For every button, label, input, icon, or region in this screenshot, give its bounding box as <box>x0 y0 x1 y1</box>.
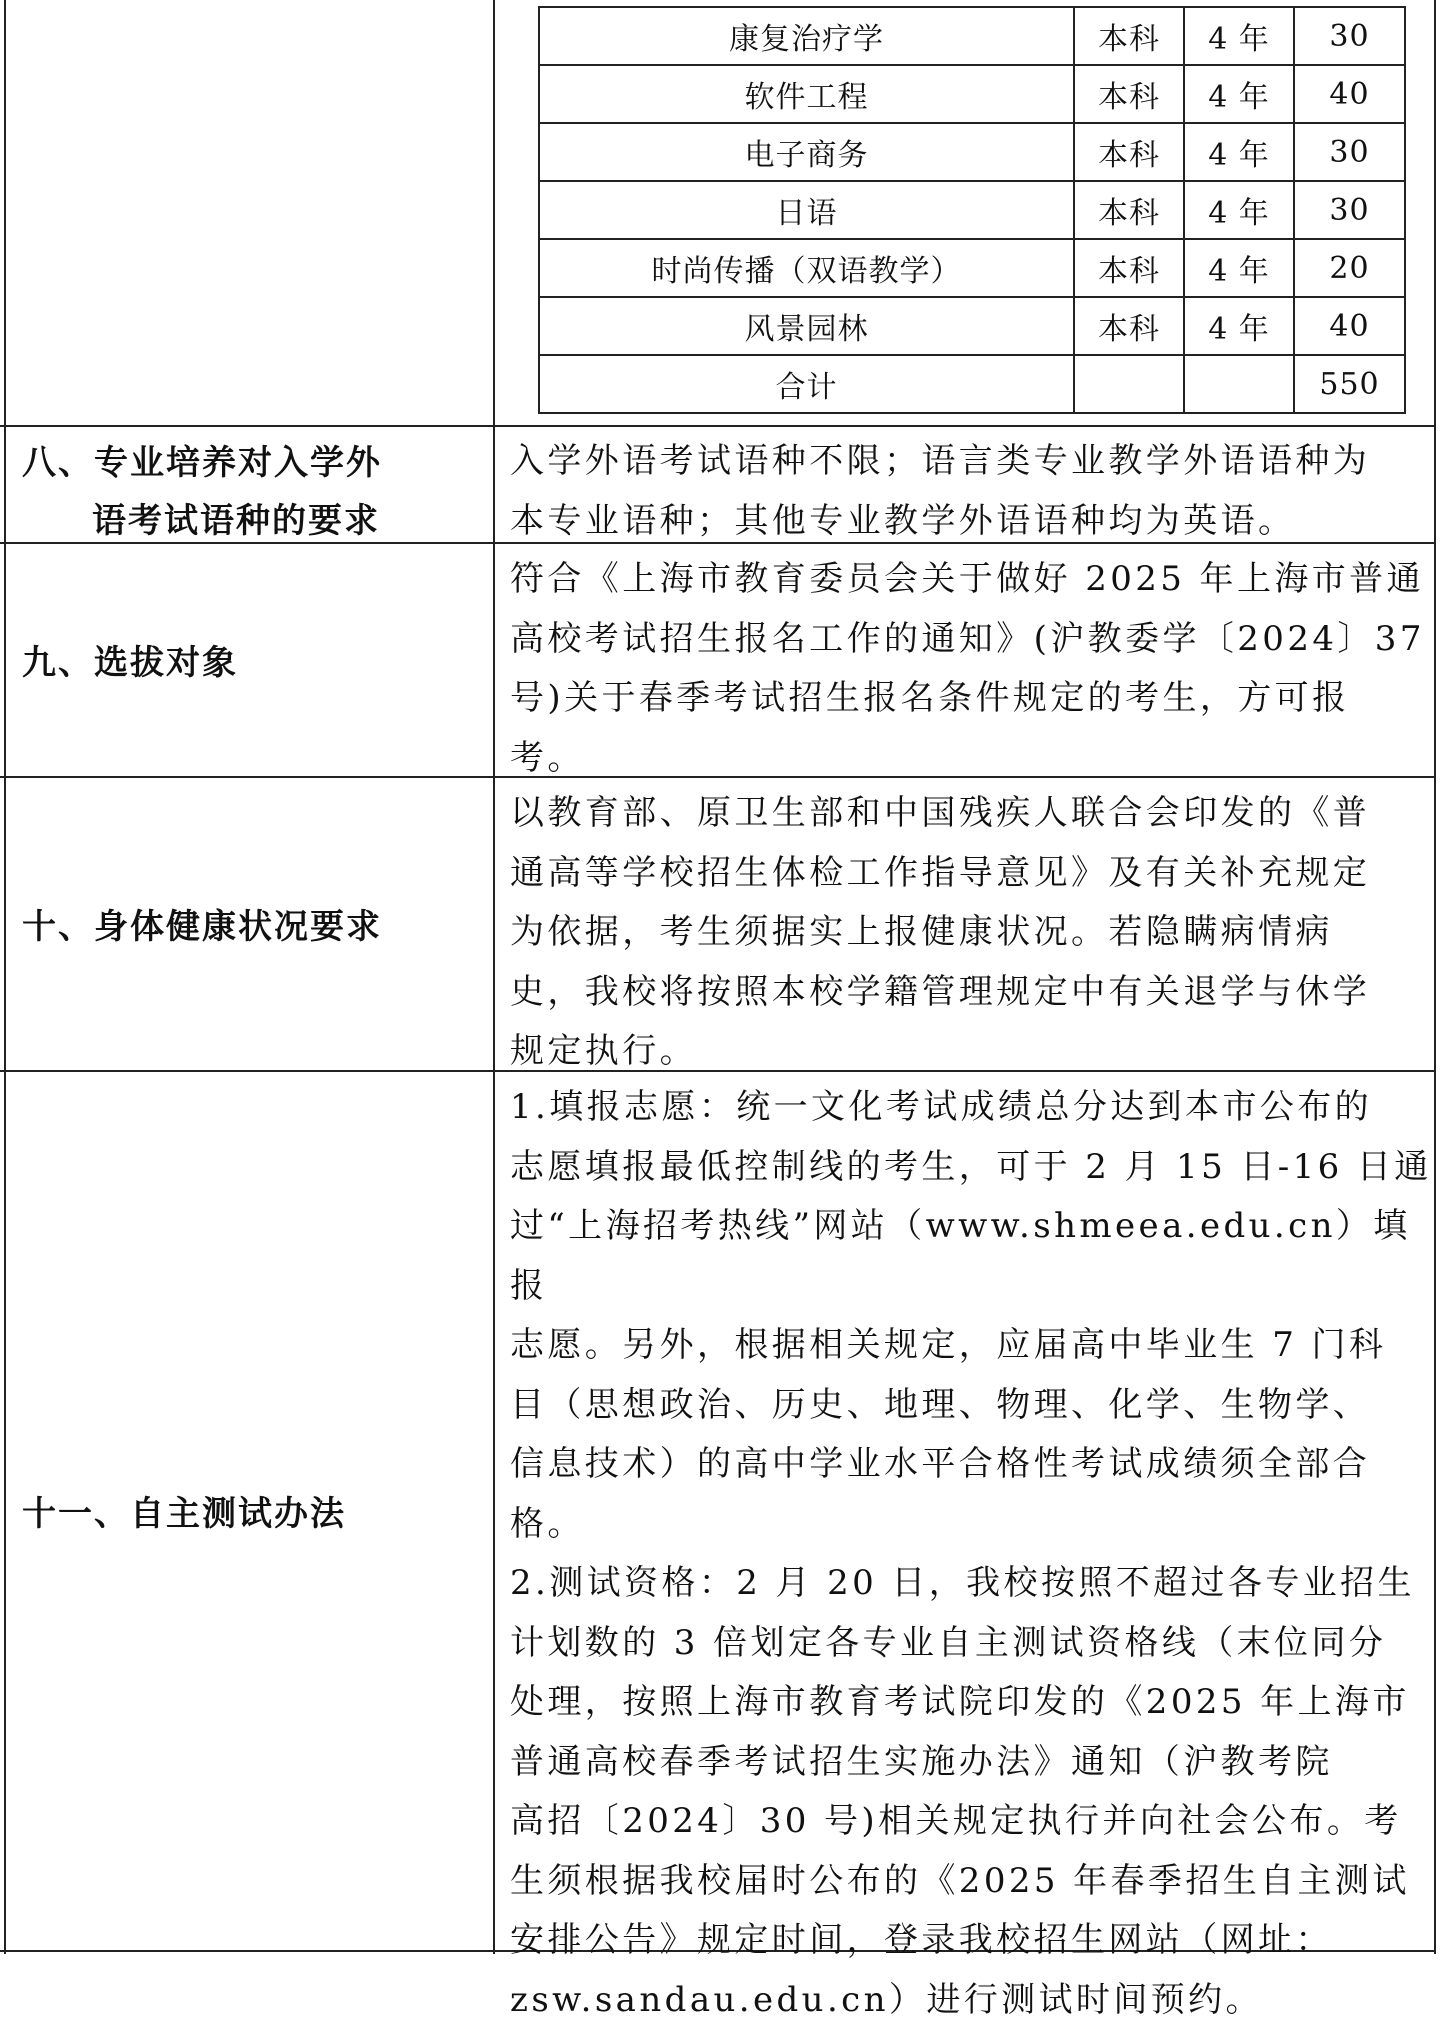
section-8-label-line2: 语考试语种的要求 <box>22 492 492 550</box>
section-10-content <box>510 784 1436 1082</box>
content-line: 通高等学校招生体检工作指导意见》及有关补充规定 <box>510 844 1436 904</box>
content-line: 考。 <box>510 729 1436 789</box>
major-duration: 4 年 <box>1184 7 1294 65</box>
content-line: 2.测试资格：2 月 20 日，我校按照不超过各专业招生 <box>510 1554 1436 1614</box>
content-line: 格。 <box>510 1495 1436 1555</box>
content-line: 安排公告》规定时间，登录我校招生网站（网址： <box>510 1911 1436 1971</box>
major-name: 时尚传播（双语教学） <box>539 239 1074 297</box>
column-divider <box>493 0 495 1954</box>
major-duration: 4 年 <box>1184 123 1294 181</box>
major-name: 日语 <box>539 181 1074 239</box>
content-line: 普通高校春季考试招生实施办法》通知（沪教考院 <box>510 1733 1436 1793</box>
section-11-label: 十一、自主测试办法 <box>22 1485 492 1543</box>
section-11-content <box>510 1078 1436 2030</box>
table-row <box>539 239 1405 297</box>
content-line: 生须根据我校届时公布的《2025 年春季招生自主测试 <box>510 1852 1436 1912</box>
table-row <box>539 123 1405 181</box>
major-level: 本科 <box>1074 297 1184 355</box>
section-8-label-line1: 八、专业培养对入学外 <box>22 434 492 492</box>
major-level: 本科 <box>1074 123 1184 181</box>
content-line: 史，我校将按照本校学籍管理规定中有关退学与休学 <box>510 963 1436 1023</box>
content-line: 以教育部、原卫生部和中国残疾人联合会印发的《普 <box>510 784 1436 844</box>
content-line: zsw.sandau.edu.cn）进行测试时间预约。 <box>510 1971 1436 2030</box>
section-divider-8 <box>0 425 1436 427</box>
content-line: 处理，按照上海市教育考试院印发的《2025 年上海市 <box>510 1673 1436 1733</box>
content-line: 信息技术）的高中学业水平合格性考试成绩须全部合 <box>510 1435 1436 1495</box>
major-level: 本科 <box>1074 65 1184 123</box>
major-duration: 4 年 <box>1184 297 1294 355</box>
content-line: 志愿。另外，根据相关规定，应届高中毕业生 7 门科 <box>510 1316 1436 1376</box>
major-duration: 4 年 <box>1184 65 1294 123</box>
content-line: 志愿填报最低控制线的考生，可于 2 月 15 日-16 日通 <box>510 1138 1436 1198</box>
major-duration: 4 年 <box>1184 181 1294 239</box>
major-count: 30 <box>1294 181 1405 239</box>
major-level: 本科 <box>1074 181 1184 239</box>
major-level: 本科 <box>1074 7 1184 65</box>
content-line: 目（思想政治、历史、地理、物理、化学、生物学、 <box>510 1376 1436 1436</box>
major-name: 风景园林 <box>539 297 1074 355</box>
major-count: 40 <box>1294 65 1405 123</box>
major-count: 30 <box>1294 7 1405 65</box>
table-total-row <box>539 355 1405 413</box>
content-line: 规定执行。 <box>510 1022 1436 1082</box>
table-row <box>539 297 1405 355</box>
content-line: 过“上海招考热线”网站（www.shmeea.edu.cn）填报 <box>510 1197 1436 1316</box>
content-line: 计划数的 3 倍划定各专业自主测试资格线（末位同分 <box>510 1614 1436 1674</box>
content-line: 高招〔2024〕30 号)相关规定执行并向社会公布。考 <box>510 1792 1436 1852</box>
section-8-label <box>22 434 492 550</box>
content-line: 号)关于春季考试招生报名条件规定的考生，方可报 <box>510 669 1436 729</box>
section-8-content <box>510 432 1436 551</box>
majors-table <box>538 6 1406 414</box>
content-line: 本专业语种；其他专业教学外语语种均为英语。 <box>510 492 1436 552</box>
outer-left-border <box>4 0 6 1954</box>
content-line: 1.填报志愿：统一文化考试成绩总分达到本市公布的 <box>510 1078 1436 1138</box>
major-level: 本科 <box>1074 239 1184 297</box>
major-name: 软件工程 <box>539 65 1074 123</box>
major-count: 40 <box>1294 297 1405 355</box>
section-9-content <box>510 550 1436 788</box>
content-line: 高校考试招生报名工作的通知》(沪教委学〔2024〕37 <box>510 610 1436 670</box>
table-row <box>539 7 1405 65</box>
major-count: 20 <box>1294 239 1405 297</box>
table-row <box>539 181 1405 239</box>
content-line: 为依据，考生须据实上报健康状况。若隐瞒病情病 <box>510 903 1436 963</box>
empty-cell <box>1184 355 1294 413</box>
major-count: 30 <box>1294 123 1405 181</box>
content-line: 符合《上海市教育委员会关于做好 2025 年上海市普通 <box>510 550 1436 610</box>
table-row <box>539 65 1405 123</box>
major-name: 康复治疗学 <box>539 7 1074 65</box>
section-10-label: 十、身体健康状况要求 <box>22 898 492 956</box>
major-duration: 4 年 <box>1184 239 1294 297</box>
empty-cell <box>1074 355 1184 413</box>
total-label: 合计 <box>539 355 1074 413</box>
major-name: 电子商务 <box>539 123 1074 181</box>
total-count: 550 <box>1294 355 1405 413</box>
section-9-label: 九、选拔对象 <box>22 634 492 692</box>
content-line: 入学外语考试语种不限；语言类专业教学外语语种为 <box>510 432 1436 492</box>
